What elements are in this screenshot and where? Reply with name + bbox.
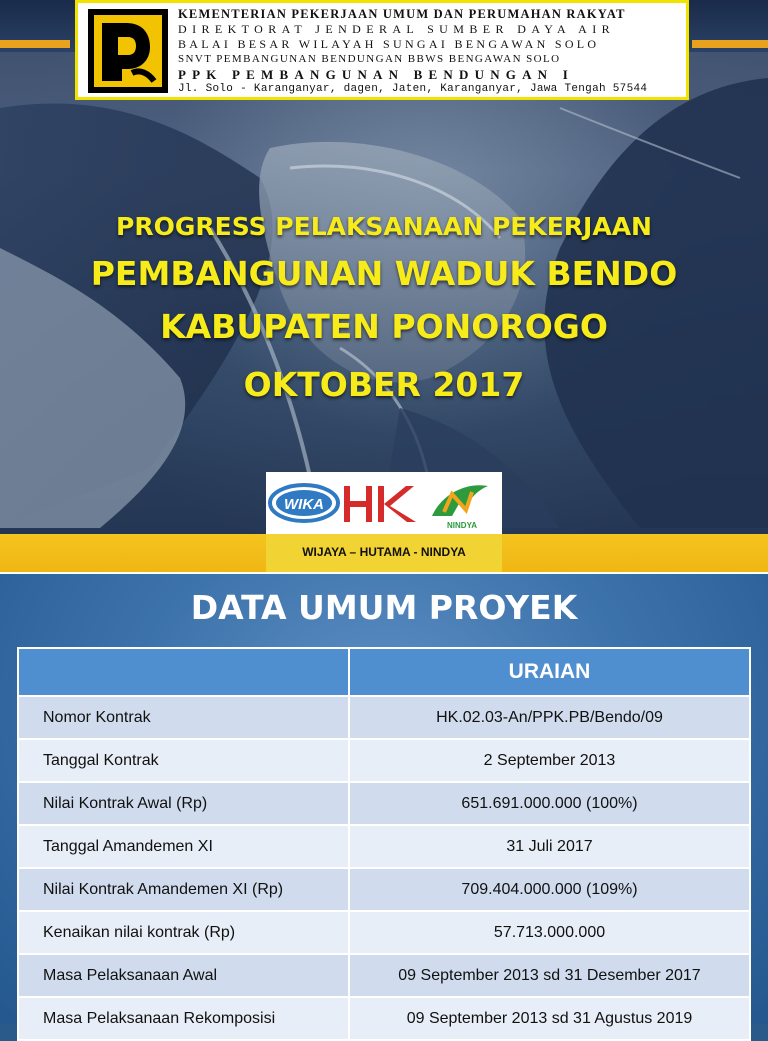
- cover-title-4: OKTOBER 2017: [243, 365, 525, 404]
- table-header-row: [18, 648, 750, 696]
- row-value: 651.691.000.000 (100%): [349, 782, 750, 825]
- table-row: [18, 954, 750, 997]
- header-line-snvt: SNVT PEMBANGUNAN BENDUNGAN BBWS BENGAWAN SOLO: [178, 53, 561, 65]
- row-label: Tanggal Kontrak: [18, 739, 349, 782]
- wika-logo-text: WIKA: [284, 496, 324, 513]
- row-value: 709.404.000.000 (109%): [349, 868, 750, 911]
- row-label: Kenaikan nilai kontrak (Rp): [18, 911, 349, 954]
- table-row: [18, 782, 750, 825]
- header-line-ppk: PPK PEMBANGUNAN BENDUNGAN I: [178, 67, 574, 82]
- slide2-title: DATA UMUM PROYEK: [190, 588, 578, 627]
- wika-logo: [270, 485, 338, 521]
- cover-title-1: PROGRESS PELAKSANAAN PEKERJAAN: [116, 212, 652, 241]
- table-row: [18, 868, 750, 911]
- row-value: 09 September 2013 sd 31 Desember 2017: [349, 954, 750, 997]
- row-label: Masa Pelaksanaan Awal: [18, 954, 349, 997]
- row-value: 31 Juli 2017: [349, 825, 750, 868]
- cover-title-3: KABUPATEN PONOROGO: [160, 307, 608, 346]
- header-line-ministry: KEMENTERIAN PEKERJAAN UMUM DAN PERUMAHAN RAKYAT: [178, 7, 626, 21]
- orange-stripe-right: [692, 40, 768, 48]
- ministry-header: [75, 0, 689, 100]
- nindya-logo-text: NINDYA: [447, 521, 477, 530]
- table-header-uraian: URAIAN: [349, 648, 750, 696]
- table-row: [18, 696, 750, 739]
- row-label: Tanggal Amandemen XI: [18, 825, 349, 868]
- table-row: [18, 825, 750, 868]
- project-data-table: [17, 647, 751, 1041]
- table-header-empty: [18, 648, 349, 696]
- row-value: 2 September 2013: [349, 739, 750, 782]
- row-value: 57.713.000.000: [349, 911, 750, 954]
- contractor-band-label: WIJAYA – HUTAMA - NINDYA: [302, 545, 466, 559]
- table-row: [18, 911, 750, 954]
- row-label: Nomor Kontrak: [18, 696, 349, 739]
- header-line-balai: BALAI BESAR WILAYAH SUNGAI BENGAWAN SOLO: [178, 37, 600, 51]
- data-slide: [0, 574, 768, 1027]
- row-value: 09 September 2013 sd 31 Agustus 2019: [349, 997, 750, 1040]
- row-value: HK.02.03-An/PPK.PB/Bendo/09: [349, 696, 750, 739]
- cover-title-2: PEMBANGUNAN WADUK BENDO: [90, 254, 678, 293]
- table-row: [18, 997, 750, 1040]
- hk-logo: [344, 486, 416, 522]
- header-line-directorate: DIREKTORAT JENDERAL SUMBER DAYA AIR: [178, 22, 616, 36]
- table-row: [18, 739, 750, 782]
- nindya-logo: [432, 485, 488, 530]
- cover-titles: [0, 205, 768, 415]
- orange-stripe-left: [0, 40, 70, 48]
- pupr-logo: [88, 9, 168, 93]
- header-line-address: Jl. Solo - Karanganyar, dagen, Jaten, Karanganyar, Jawa Tengah 57544: [178, 83, 648, 95]
- row-label: Nilai Kontrak Awal (Rp): [18, 782, 349, 825]
- row-label: Nilai Kontrak Amandemen XI (Rp): [18, 868, 349, 911]
- row-label: Masa Pelaksanaan Rekomposisi: [18, 997, 349, 1040]
- contractor-logos: [266, 472, 502, 534]
- contractor-band: [0, 534, 768, 572]
